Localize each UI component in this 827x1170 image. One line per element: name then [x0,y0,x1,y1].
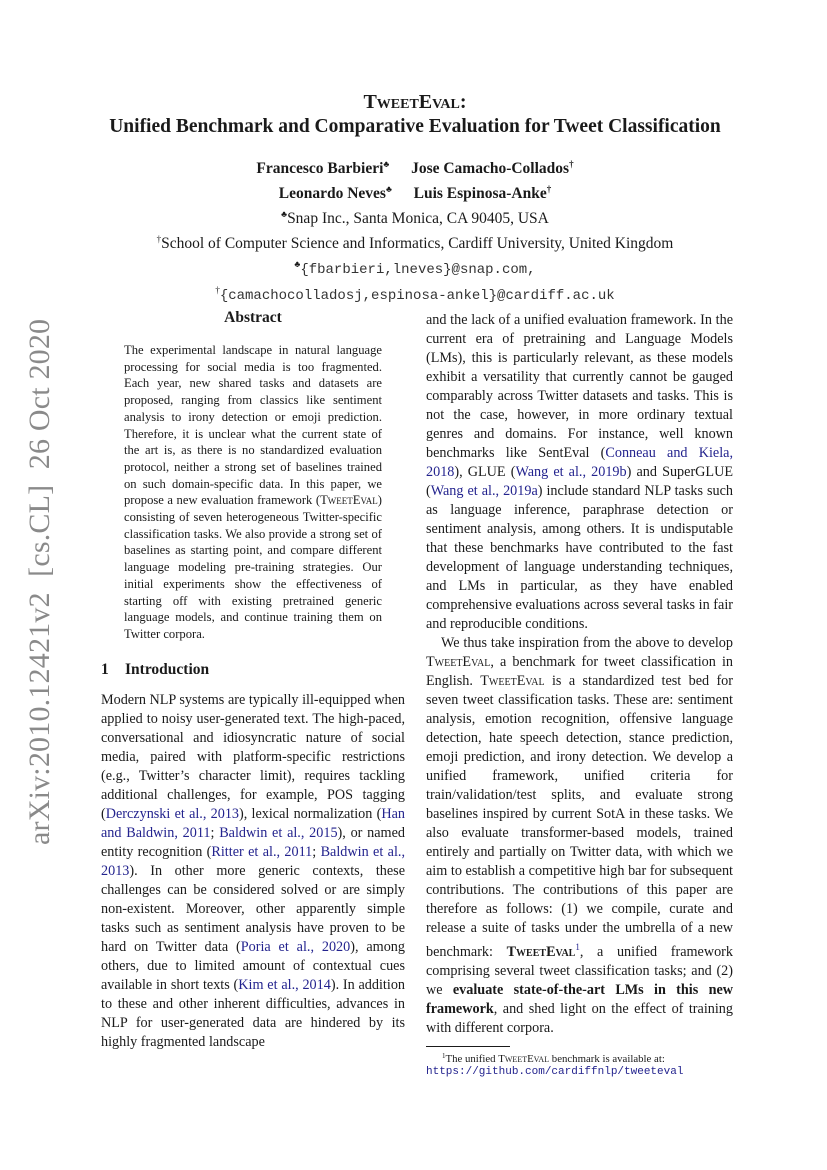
dagger-mark-icon: † [215,285,220,295]
club-mark-icon: ♣ [294,259,301,269]
club-mark-icon: ♣ [281,209,288,219]
author-list [90,154,740,204]
github-url-link[interactable]: https://github.com/cardiffnlp/tweeteval [426,1066,684,1078]
email-snap: ♣{fbarbieri,lneves}@snap.com, [294,259,536,278]
paper-subtitle: Unified Benchmark and Comparative Evaluation for Tweet Classification [109,116,721,137]
left-column [101,308,405,1052]
right-column [426,311,733,1079]
dagger-mark-icon: † [156,234,162,244]
club-mark-icon: ♣ [385,184,392,194]
author-name: Jose Camacho-Collados [411,160,570,177]
email-cardiff: †{camachocolladosj,espinosa-ankel}@cardiff.ac.uk [215,285,615,304]
intro-paragraph-1-part-b: and the lack of a unified evaluation framework. In the current era of pretraining and Language Models (LMs), this is particularly relevant, as these models exhibit a versatility that currently cannot be gauged comparably across Twitter datasets and tasks. This is not the case, however, in more ordinary textual genres and domains. For instance, well known benchmarks like SentEval (Conneau and Kiela, 2018), GLUE (Wang et al., 2019b) and SuperGLUE (Wang et al., 2019a) include standard NLP tasks such as language inference, paraphrase detection or sentiment analysis, among others. It is undisputable that these benchmarks have contributed to the fast development of language understanding techniques, and LMs in particular, as they have enabled comprehensive evaluations across several tasks in fair and reproducible conditions. [426,312,734,632]
citation-link[interactable]: Ritter et al., 2011 [211,843,313,860]
citation-link[interactable]: Han and Baldwin, 2011 [101,805,405,841]
title-block [90,90,740,306]
intro-paragraph-1-part-a: Modern NLP systems are typically ill-equipped when applied to noisy user-generated text. The high-paced, conversational and idiosyncratic nature of social media, paired with platform-specific restrictions (e.g., Twitter’s character limit), requires tackling additional challenges, for example, POS tagging (Derczynski et al., 2013), lexical normalization (Han and Baldwin, 2011; Baldwin et al., 2015), or named entity recognition (Ritter et al., 2011; Baldwin et al., 2013). In other more generic contexts, these challenges can be considered solved or are simply non-existent. Moreover, other apparently simple tasks such as sentiment analysis have proven to be hard on Twitter data (Poria et al., 2020), among others, due to limited amount of contextual cues available in short texts (Kim et al., 2014). In addition to these and other inherent difficulties, advances in NLP for user-generated data are hindered by its highly fragmented landscape [101,691,406,1050]
citation-link[interactable]: Derczynski et al., 2013 [105,805,240,822]
author-name: Francesco Barbieri [256,160,384,177]
citation-link[interactable]: Poria et al., 2020 [240,938,351,955]
footnote-divider [426,1046,510,1047]
citation-link[interactable]: Baldwin et al., 2015 [219,824,338,841]
paper-title: TweetEval: [363,91,467,113]
citation-link[interactable]: Conneau and Kiela, 2018 [426,445,733,480]
citation-link[interactable]: Wang et al., 2019b [515,464,627,480]
citation-link[interactable]: Wang et al., 2019a [430,483,538,499]
author-name: Luis Espinosa-Anke [413,185,547,202]
affiliation-snap: ♣Snap Inc., Santa Monica, CA 90405, USA [281,209,549,227]
footnote-marker[interactable]: 1 [575,942,580,952]
author-name: Leonardo Neves [278,185,386,202]
footnote-1: $^1$The unified TweetEval benchmark is available at: https://github.com/cardiffnlp/tweeteval [426,1050,733,1079]
citation-link[interactable]: Kim et al., 2014 [238,976,331,993]
dagger-mark-icon: † [546,184,552,194]
dagger-mark-icon: † [569,159,574,169]
intro-paragraph-2: We thus take inspiration from the above to develop TweetEval, a benchmark for tweet classification in English. TweetEval is a standardized test bed for seven tweet classification tasks. These are: sentiment analysis, emotion recognition, offensive language detection, hate speech detection, stance prediction, emoji prediction, and irony detection. We develop a unified framework, unified criteria for train/validation/test splits, and evaluate strong baselines inspired by current SotA in these tasks. We also evaluate transformer-based models, trained entirely and partially on Twitter data, with which we aim to establish a competitive high bar for subsequent contributions. The contributions of this paper are therefore as follows: (1) we compile, curate and release a suite of tasks under the umbrella of a new benchmark: TweetEval$^1$, a unified framework comprising several tweet classification tasks; and (2) we evaluate state-of-the-art LMs in this new framework, and shed light on the effect of training with different corpora. [426,635,734,1036]
citation-link[interactable]: Baldwin et al., 2013 [101,843,405,879]
affiliation-cardiff: †School of Computer Science and Informatics, Cardiff University, United Kingdom [156,234,674,252]
abstract-body: The experimental landscape in natural language processing for social media is too fragmented. Each year, new shared tasks and datasets are proposed, ranging from classics like sentiment analysis to irony detection or emoji prediction. Therefore, it is unclear what the current state of the art is, as there is no standardized evaluation protocol, neither a strong set of baselines trained on such domain-specific data. In this paper, we propose a new evaluation framework (TweetEval) consisting of seven heterogeneous Twitter-specific classification tasks. We also provide a strong set of baselines as starting point, and compare different language modeling pre-training strategies. Our initial experiments show the effectiveness of starting off with existing pretrained generic language models, and continue training them on Twitter corpora. [124,343,382,641]
arxiv-identifier-stamp: arXiv:2010.12421v2 [cs.CL] 26 Oct 2020 [23,318,56,845]
section-heading-introduction: 1 Introduction [101,660,210,678]
abstract-heading: Abstract [224,309,282,326]
club-mark-icon: ♣ [383,159,390,169]
